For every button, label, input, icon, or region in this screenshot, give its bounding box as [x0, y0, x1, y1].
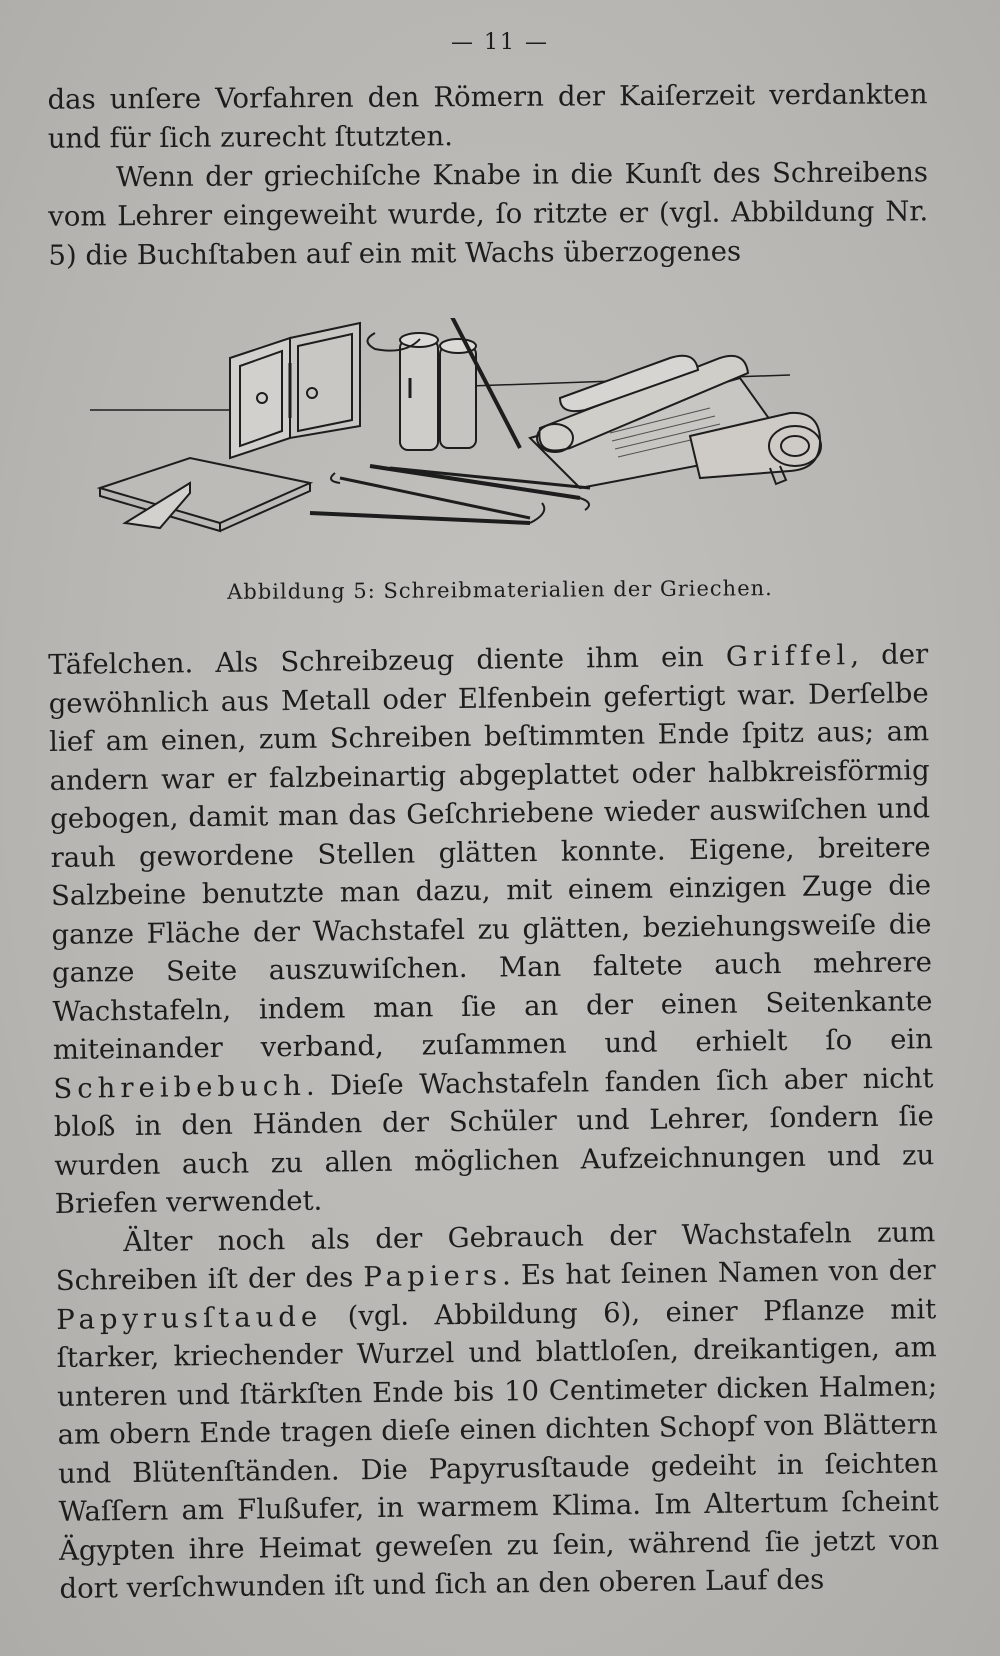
emphasized-term: Schreibebuch [53, 1069, 307, 1105]
text-run: Täfelchen. Als Schreibzeug diente ihm ein [48, 640, 727, 681]
scroll-cases [368, 333, 477, 450]
paragraph [48, 635, 935, 1223]
paragraph: Wenn der griechiſche Knabe in die Kunſt des Schreibens vom Lehrer eingeweiht wurde, ſo ritzte er (vgl. Abbildung Nr. 5) die Buchſtaben auf ein mit Wachs überzogenes [48, 156, 929, 272]
paragraph [55, 1213, 940, 1609]
text-block-top [47, 75, 928, 275]
emphasized-term: Griffel [725, 639, 851, 673]
page-number: — 11 — [451, 30, 549, 55]
emphasized-term: Papyrusſtaude [56, 1300, 323, 1336]
text-run: . Dieſe Wachstafeln fanden ſich aber nicht bloß in den Händen der Schüler und Lehrer, ſondern ſie wurden auch zu allen möglichen Aufzeichnungen und zu Briefen verwendet. [53, 1061, 935, 1220]
styluses [310, 466, 590, 523]
text-block-bottom [48, 635, 940, 1608]
text-run: , der gewöhnlich aus Metall oder Elfenbein gefertigt war. Derſelbe lief am einen, zum Schreiben beſtimmten Ende ſpitz aus; am andern war er falzbeinartig abgeplattet oder halbkreisförmig gebogen, damit man das Geſchriebene wieder auswiſchen und rauh gewordene Stellen glätten konnte. Eigene, breitere Salzbeine benutzte man dazu, mit einem einzigen Zuge die ganze Fläche der Wachstafel zu glätten, beziehungsweiſe die ganze Seite auszuwiſchen. Man faltete auch mehrere Wachstafeln, indem man ſie an der einen Seitenkante miteinander verband, zuſammen und erhielt ſo ein [48, 638, 934, 1066]
figure-caption: Abbildung 5: Schreibmaterialien der Griechen. [227, 576, 773, 604]
text-run: (vgl. Abbildung 6), einer Pflanze mit ſtarker, kriechender Wurzel und blattloſen, dreikantigen, am unteren und ſtärkſten Ende bis 10 Centimeter dicken Halmen; am obern Ende tragen dieſe einen dichten Schopf von Blättern und Blütenſtänden. Die Papyrusſtaude gedeiht in ſeichten Waſſern am Flußufer, in warmem Klima. Im Altertum ſcheint Ägypten ihre Heimat geweſen zu ſein, während ſie jetzt von dort verſchwunden iſt und ſich an den oberen Lauf des [56, 1292, 940, 1605]
emphasized-term: Papiers [363, 1259, 503, 1294]
flat-tablet [100, 458, 310, 531]
text-run: Älter noch als der Gebrauch der Wachstafeln zum Schreiben iſt der des [55, 1215, 936, 1297]
wax-diptych [230, 323, 360, 458]
paragraph: das unſere Vorfahren den Römern der Kaiſerzeit verdankten und für ſich zurecht ſtutzten. [47, 78, 928, 155]
writing-materials-illustration [90, 318, 890, 568]
text-run: . Es hat ſeinen Namen von der [501, 1254, 936, 1292]
